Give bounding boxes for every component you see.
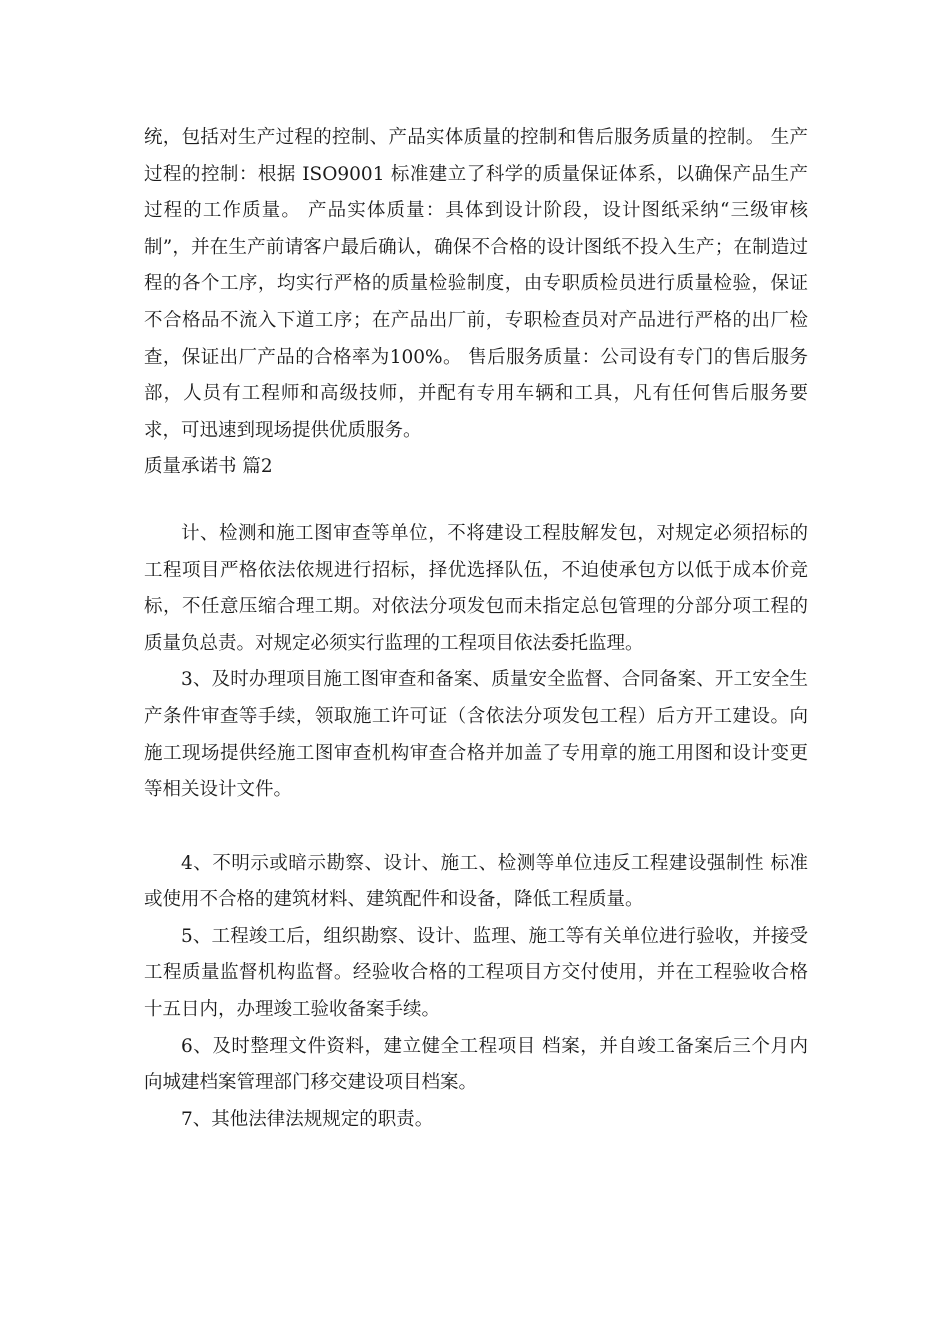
- paragraph-6: 6、及时整理文件资料，建立健全工程项目 档案，并自竣工备案后三个月内向城建档案管理部门移交建设项目档案。: [144, 1035, 808, 1094]
- spacer: [144, 809, 808, 846]
- paragraph-3: 3、及时办理项目施工图审查和备案、质量安全监督、合同备案、开工安全生产条件审查等手续，领取施工许可证（含依法分项发包工程）后方开工建设。向施工现场提供经施工图审查机构审查合格并加盖了专用章的施工用图和设计变更等相关设计文件。: [144, 669, 808, 801]
- paragraph-5: 5、工程竣工后，组织勘察、设计、监理、施工等有关单位进行验收，并接受工程质量监督机构监督。经验收合格的工程项目方交付使用，并在工程验收合格十五日内，办理竣工验收备案手续。: [144, 925, 808, 1021]
- paragraph-1: 计、检测和施工图审查等单位，不将建设工程肢解发包，对规定必须招标的工程项目严格依法依规进行招标，择优选择队伍，不迫使承包方以低于成本价竞标，不任意压缩合理工期。对依法分项发包而未指定总包管理的分部分项工程的质量负总责。对规定必须实行监理的工程项目依法委托监理。: [144, 522, 808, 654]
- paragraph-7: 7、其他法律法规规定的职责。: [181, 1108, 434, 1130]
- section-heading: 质量承诺书 篇2: [144, 456, 273, 478]
- paragraph-4: 4、不明示或暗示勘察、设计、施工、检测等单位违反工程建设强制性 标准或使用不合格的建筑材料、建筑配件和设备，降低工程质量。: [144, 852, 808, 911]
- intro-paragraph: 统，包括对生产过程的控制、产品实体质量的控制和售后服务质量的控制。 生产过程的控制：根据 ISO9001 标准建立了科学的质量保证体系，以确保产品生产过程的工作质量。 产品实体质量：具体到设计阶段，设计图纸采纳“三级审核制”，并在生产前请客户最后确认，确保不合格的设计图纸不投入生产；在制造过程的各个工序，均实行严格的质量检验制度，由专职质检员进行质量检验，保证不合格品不流入下道工序；在产品出厂前，专职检查员对产品进行严格的出厂检查，保证出厂产品的合格率为100%。 售后服务质量：公司设有专门的售后服务部，人员有工程师和高级技师，并配有专用车辆和工具，凡有任何售后服务要求，可迅速到现场提供优质服务。: [144, 127, 808, 441]
- spacer: [144, 486, 808, 516]
- document-page: [144, 120, 808, 1138]
